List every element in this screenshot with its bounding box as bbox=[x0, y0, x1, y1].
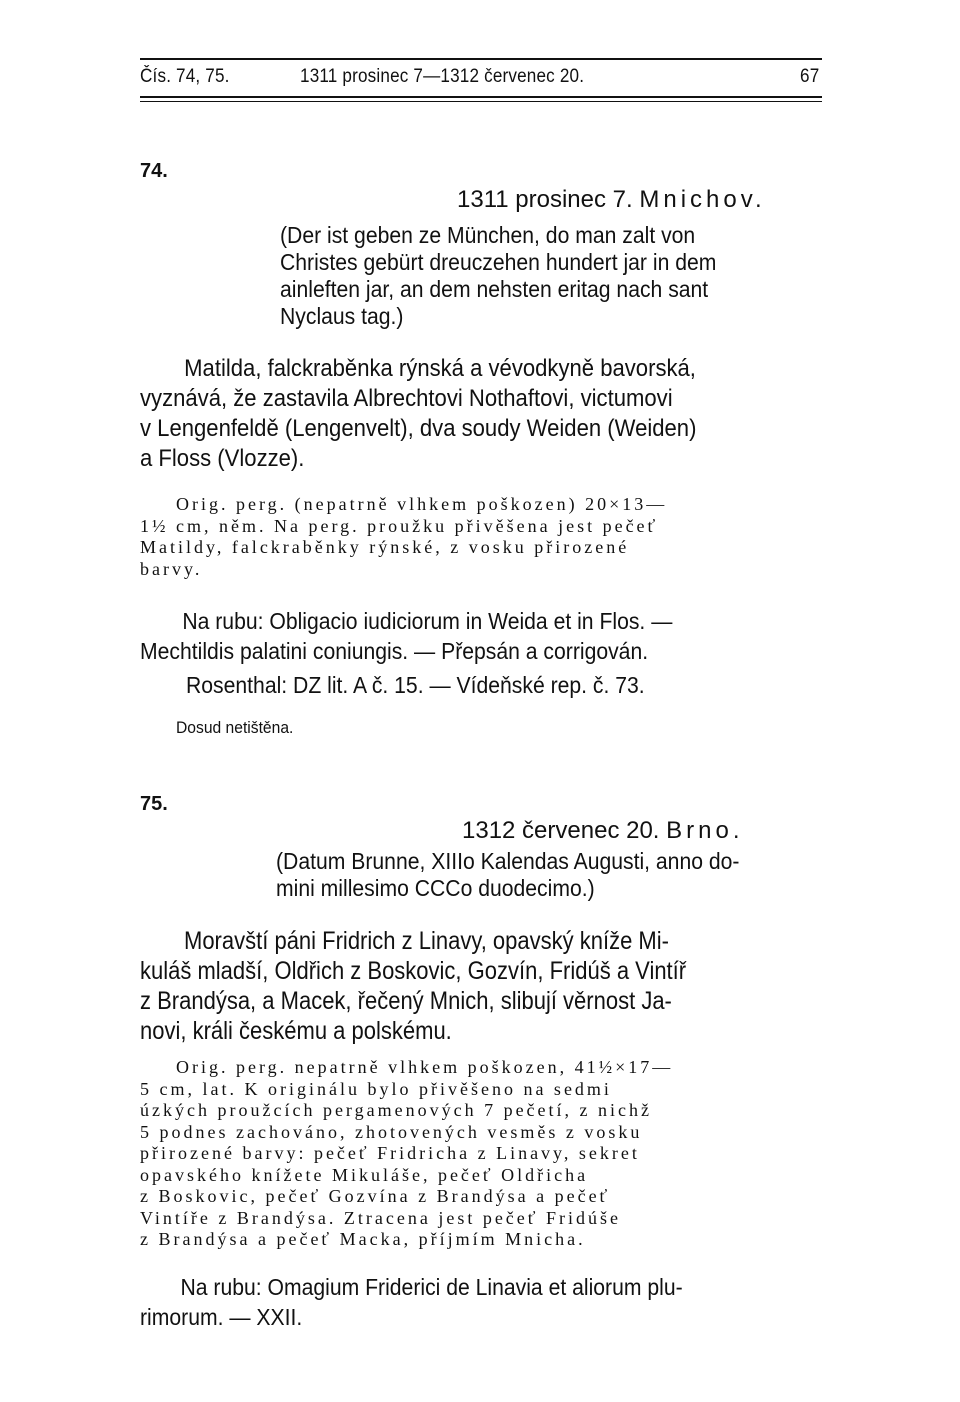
document-74-description bbox=[140, 494, 667, 580]
dorse-line: rimorum. — XXII. bbox=[140, 1304, 303, 1330]
description-line: Matildy, falckraběnky rýnské, z vosku přirozené bbox=[140, 537, 630, 557]
abstract-line: v Lengenfeldě (Lengenvelt), dva soudy Weiden (Weiden) bbox=[140, 415, 697, 442]
description-line: Orig. perg. nepatrně vlhkem poškozen, 41½×17— bbox=[176, 1057, 674, 1077]
description-line: Vintíře z Brandýsa. Ztracena jest pečeť Fridúše bbox=[140, 1207, 621, 1228]
document-74-place: Mnichov. bbox=[639, 186, 766, 213]
abstract-line: vyznává, že zastavila Albrechtovi Nothaftovi, victumovi bbox=[140, 385, 673, 412]
dating-line: (Datum Brunne, XIIIo Kalendas Augusti, anno do- bbox=[276, 848, 740, 874]
abstract-line: z Brandýsa, a Macek, řečený Mnich, slibují věrnost Ja- bbox=[140, 987, 672, 1015]
page-number: 67 bbox=[800, 66, 820, 87]
description-line: 1½ cm, něm. Na perg. proužku přivěšena jest pečeť bbox=[140, 515, 659, 536]
dating-line: mini millesimo CCCo duodecimo.) bbox=[276, 875, 595, 901]
document-75-dorse bbox=[140, 1272, 683, 1332]
dorse-line: Na rubu: Omagium Friderici de Linavia et aliorum plu- bbox=[180, 1274, 683, 1300]
document-74-dateline bbox=[457, 186, 766, 214]
abstract-line: novi, králi českému a polskému. bbox=[140, 1017, 452, 1045]
abstract-line: Moravští páni Fridrich z Linavy, opavský kníže Mi- bbox=[184, 927, 669, 955]
document-74-edition-note: Dosud netištěna. bbox=[176, 718, 294, 737]
dating-line: (Der ist geben ze München, do man zalt von bbox=[280, 222, 696, 248]
description-line: barvy. bbox=[140, 558, 203, 579]
dating-line: Nyclaus tag.) bbox=[280, 303, 404, 329]
document-74-date: 1311 prosinec 7. bbox=[457, 186, 633, 213]
document-75-place: Brno. bbox=[666, 817, 744, 844]
header-top-rule bbox=[140, 58, 822, 60]
description-line: 5 cm, lat. K originálu bylo přivěšeno na sedmi bbox=[140, 1078, 612, 1099]
document-74-dorse bbox=[140, 606, 672, 666]
document-number-75: 75. bbox=[140, 793, 168, 815]
abstract-line: Matilda, falckraběnka rýnská a vévodkyně bavorská, bbox=[184, 355, 696, 382]
document-75-date: 1312 červenec 20. bbox=[462, 817, 660, 844]
header-bottom-rule bbox=[140, 96, 822, 98]
description-line: z Boskovic, pečeť Gozvína z Brandýsa a pečeť bbox=[140, 1186, 611, 1206]
document-75-abstract bbox=[140, 926, 686, 1046]
document-74-references: Rosenthal: DZ lit. A č. 15. — Vídeňské rep. č. 73. bbox=[186, 672, 645, 698]
header-bottom-rule-2 bbox=[140, 101, 822, 102]
document-74-dating-clause bbox=[280, 222, 716, 330]
header-left: Čís. 74, 75. bbox=[140, 66, 230, 87]
document-number-74: 74. bbox=[140, 160, 168, 182]
dating-line: Christes gebürt dreuczehen hundert jar in dem bbox=[280, 249, 717, 275]
description-line: 5 podnes zachováno, zhotovených vesměs z vosku bbox=[140, 1121, 643, 1142]
document-74-abstract bbox=[140, 354, 696, 474]
abstract-line: kuláš mladší, Oldřich z Boskovic, Gozvín, Fridúš a Vintíř bbox=[140, 957, 687, 985]
description-line: opavského knížete Mikuláše, pečeť Oldřicha bbox=[140, 1164, 589, 1185]
abstract-line: a Floss (Vlozze). bbox=[140, 445, 305, 472]
document-75-dating-clause bbox=[276, 848, 739, 902]
description-line: přirozené barvy: pečeť Fridricha z Linavy, sekret bbox=[140, 1143, 640, 1163]
description-line: úzkých proužcích pergamenových 7 pečetí, z nichž bbox=[140, 1100, 653, 1120]
document-75-description bbox=[140, 1057, 673, 1251]
dating-line: ainleften jar, an dem nehsten eritag nach sant bbox=[280, 276, 709, 302]
dorse-line: Mechtildis palatini coniungis. — Přepsán a corrigován. bbox=[140, 638, 649, 664]
description-line: Orig. perg. (nepatrně vlhkem poškozen) 20×13— bbox=[176, 494, 668, 514]
description-line: z Brandýsa a pečeť Macka, příjmím Mnicha. bbox=[140, 1229, 586, 1249]
document-75-dateline bbox=[462, 817, 744, 845]
header-center: 1311 prosinec 7—1312 červenec 20. bbox=[300, 66, 585, 87]
dorse-line: Na rubu: Obligacio iudiciorum in Weida et in Flos. — bbox=[182, 608, 673, 634]
